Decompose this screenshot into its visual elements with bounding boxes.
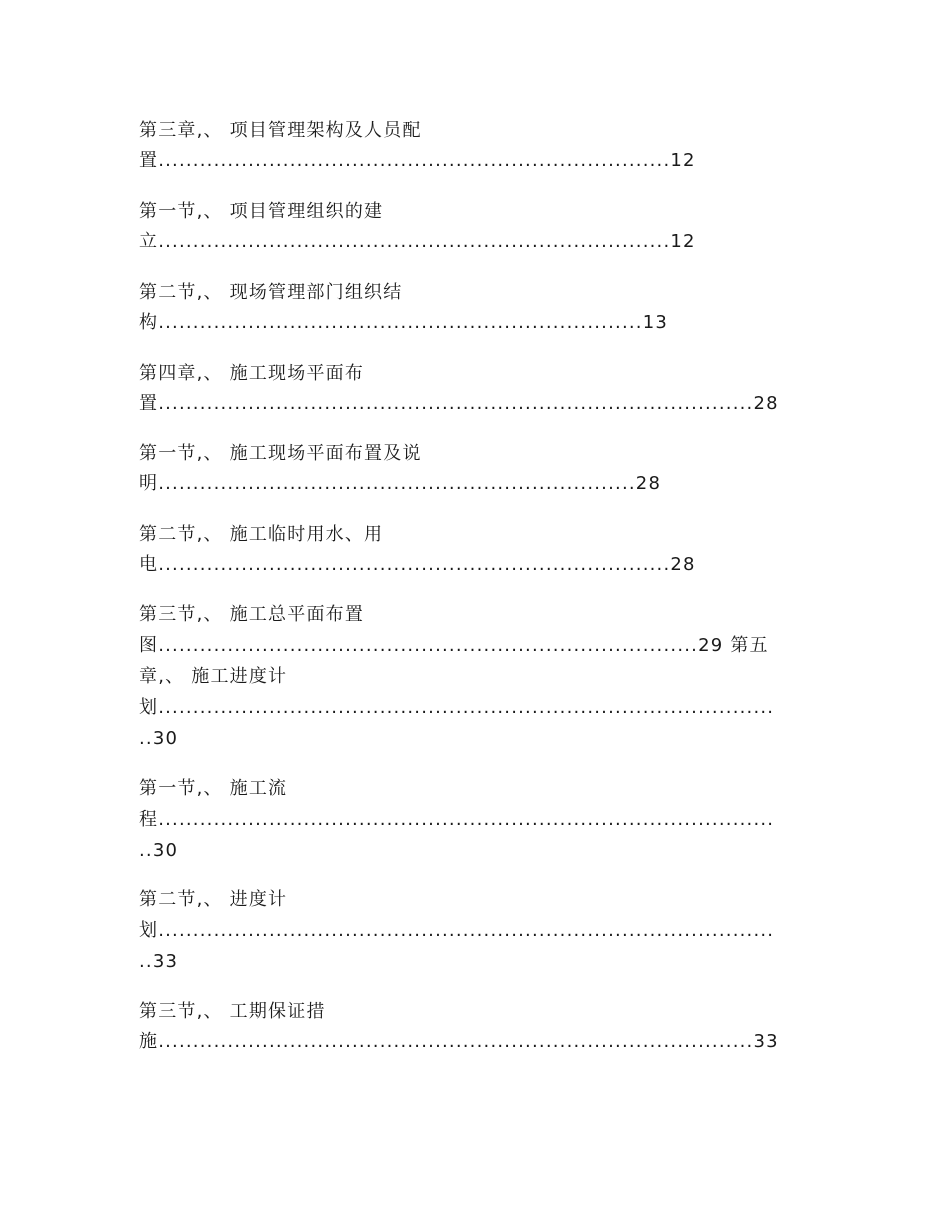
toc-entry-title-line[interactable]: 第二节,、 施工临时用水、用 [139, 524, 384, 545]
toc-entry-page-number[interactable]: ..30 [139, 728, 179, 749]
toc-entry-leader-line[interactable]: 划......................................................................................... [139, 920, 775, 941]
toc-entry-leader-line[interactable]: 施......................................................................................33 [139, 1031, 779, 1052]
toc-entry-leader-line[interactable]: 电..........................................................................28 [139, 554, 696, 575]
toc-entry-leader-line[interactable]: 划......................................................................................... [139, 697, 775, 718]
toc-entry-title-line[interactable]: 章,、 施工进度计 [139, 666, 288, 687]
toc-entry-title-line[interactable]: 第一节,、 施工现场平面布置及说 [139, 443, 422, 464]
toc-entry-page-number[interactable]: ..33 [139, 951, 179, 972]
toc-entry-title-line[interactable]: 第四章,、 施工现场平面布 [139, 363, 365, 384]
toc-entry-title-line[interactable]: 第一节,、 施工流 [139, 778, 288, 799]
toc-entry-leader-line[interactable]: 置......................................................................................28 [139, 393, 779, 414]
toc-entry-title-line[interactable]: 第二节,、 现场管理部门组织结 [139, 282, 403, 303]
toc-entry-title-line[interactable]: 第二节,、 进度计 [139, 889, 288, 910]
toc-entry-leader-line[interactable]: 图..............................................................................29 第五 [139, 635, 769, 656]
toc-entry-title-line[interactable]: 第三节,、 施工总平面布置 [139, 604, 365, 625]
toc-entry-title-line[interactable]: 第三节,、 工期保证措 [139, 1001, 326, 1022]
toc-entry-title-line[interactable]: 第三章,、 项目管理架构及人员配 [139, 120, 422, 141]
toc-entry-leader-line[interactable]: 程......................................................................................... [139, 809, 775, 830]
toc-entry-leader-line[interactable]: 立..........................................................................12 [139, 231, 696, 252]
toc-entry-page-number[interactable]: ..30 [139, 840, 179, 861]
toc-entry-title-line[interactable]: 第一节,、 项目管理组织的建 [139, 201, 384, 222]
toc-entry-leader-line[interactable]: 置..........................................................................12 [139, 150, 696, 171]
toc-entry-leader-line[interactable]: 明.....................................................................28 [139, 473, 662, 494]
toc-entry-leader-line[interactable]: 构......................................................................13 [139, 312, 669, 333]
